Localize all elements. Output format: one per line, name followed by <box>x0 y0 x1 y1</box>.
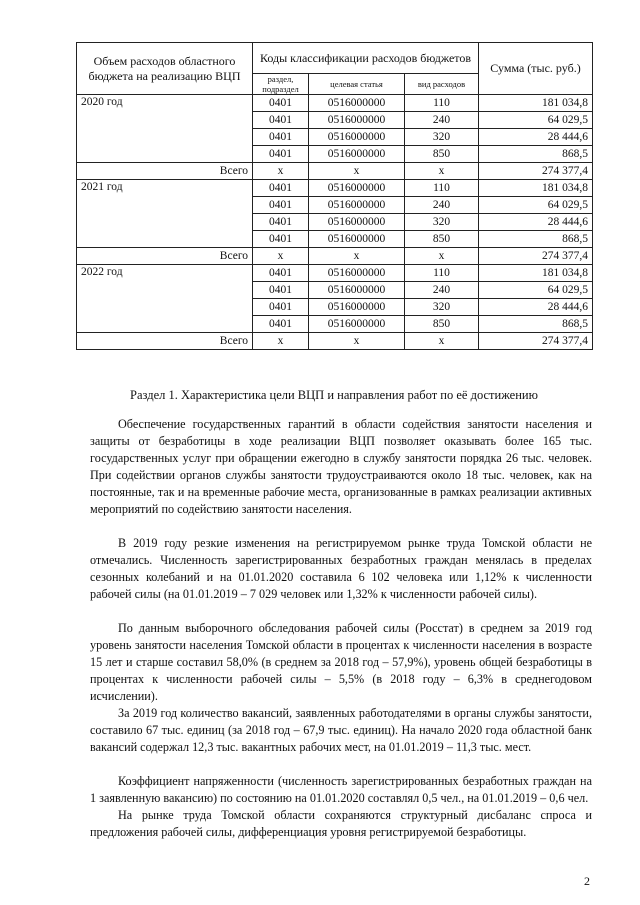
expense-cell: 320 <box>405 299 479 316</box>
budget-table <box>76 42 593 350</box>
total-label: Всего <box>77 248 253 265</box>
expense-cell: 240 <box>405 112 479 129</box>
paragraph-survey: По данным выборочного обследования рабочей силы (Росстат) в среднем за 2019 год уровень занятости населения Томской области в процентах к численности населения в возрасте 15 лет и старше составил 58,0% (в среднем за 2018 год – 57,9%), уровень общей безработицы в процентах к численности рабочей силы – 5,5% (в 2018 году – 6,3% в среднегодовом исчислении). <box>90 621 592 703</box>
expense-cell: 110 <box>405 265 479 282</box>
expense-cell: 110 <box>405 180 479 197</box>
sum-cell: 64 029,5 <box>479 112 593 129</box>
expense-cell: х <box>405 333 479 350</box>
section-cell: 0401 <box>253 282 309 299</box>
paragraph-imbalance: На рынке труда Томской области сохраняются структурный дисбаланс спроса и предложения рабочей силы, дифференциация уровня регистрируемой безработицы. <box>90 808 592 839</box>
sum-cell: 64 029,5 <box>479 282 593 299</box>
sum-cell: 868,5 <box>479 146 593 163</box>
section-cell: 0401 <box>253 95 309 112</box>
target-cell: 0516000000 <box>309 197 405 214</box>
table-row <box>77 265 593 282</box>
expense-cell: 320 <box>405 214 479 231</box>
total-row <box>77 248 593 265</box>
target-cell: 0516000000 <box>309 180 405 197</box>
expense-cell: 850 <box>405 146 479 163</box>
paragraph-guarantees: Обеспечение государственных гарантий в области содействия занятости населения и защиты от безработицы в ходе реализации ВЦП позволяет оказывать более 165 тыс. государственных услуг при обращении ежегодно в службу занятости порядка 26 тыс. человек. При содействии органов службы занятости трудоустраиваются около 18 тыс. человек, как на постоянные, так и на временные рабочие места, организованные в рамках реализации активных мероприятий по содействию занятости населения. <box>90 417 592 516</box>
expense-cell: 850 <box>405 231 479 248</box>
total-sum: 274 377,4 <box>479 248 593 265</box>
section-cell: 0401 <box>253 214 309 231</box>
target-cell: 0516000000 <box>309 282 405 299</box>
paragraph-tension: Коэффициент напряженности (численность зарегистрированных безработных граждан на 1 заявленную вакансию) по состоянию на 01.01.2020 составлял 0,5 чел., на 01.01.2019 – 0,6 чел. <box>90 774 592 805</box>
section-cell: х <box>253 248 309 265</box>
target-cell: х <box>309 163 405 180</box>
header-target: целевая статья <box>309 74 405 95</box>
sum-cell: 64 029,5 <box>479 197 593 214</box>
target-cell: 0516000000 <box>309 231 405 248</box>
page-number: 2 <box>584 874 590 888</box>
target-cell: 0516000000 <box>309 299 405 316</box>
section-cell: 0401 <box>253 180 309 197</box>
total-row <box>77 333 593 350</box>
section-cell: 0401 <box>253 299 309 316</box>
sum-cell: 868,5 <box>479 316 593 333</box>
sum-cell: 868,5 <box>479 231 593 248</box>
year-cell: 2022 год <box>77 265 253 333</box>
section-heading: Раздел 1. Характеристика цели ВЦП и направления работ по её достижению <box>130 388 538 402</box>
target-cell: 0516000000 <box>309 316 405 333</box>
section-cell: 0401 <box>253 112 309 129</box>
section-cell: 0401 <box>253 129 309 146</box>
year-cell: 2021 год <box>77 180 253 248</box>
target-cell: 0516000000 <box>309 95 405 112</box>
section-cell: 0401 <box>253 316 309 333</box>
sum-cell: 181 034,8 <box>479 180 593 197</box>
section-cell: 0401 <box>253 231 309 248</box>
sum-cell: 28 444,6 <box>479 129 593 146</box>
expense-cell: 110 <box>405 95 479 112</box>
header-codes: Коды классификации расходов бюджетов <box>253 43 479 74</box>
target-cell: 0516000000 <box>309 112 405 129</box>
sum-cell: 28 444,6 <box>479 299 593 316</box>
sum-cell: 28 444,6 <box>479 214 593 231</box>
table-row <box>77 95 593 112</box>
target-cell: 0516000000 <box>309 146 405 163</box>
section-cell: 0401 <box>253 146 309 163</box>
header-volume: Объем расходов областного бюджета на реализацию ВЦП <box>77 43 253 95</box>
section-cell: х <box>253 163 309 180</box>
target-cell: х <box>309 333 405 350</box>
year-cell: 2020 год <box>77 95 253 163</box>
sum-cell: 181 034,8 <box>479 95 593 112</box>
target-cell: 0516000000 <box>309 265 405 282</box>
paragraph-vacancies: За 2019 год количество вакансий, заявленных работодателями в органы службы занятости, составило 67 тыс. единиц (за 2018 год – 67,9 тыс. единиц). На начало 2020 года областной банк вакансий содержал 12,3 тыс. вакантных рабочих мест, на 01.01.2019 – 11,3 тыс. мест. <box>90 706 592 754</box>
total-row <box>77 163 593 180</box>
target-cell: х <box>309 248 405 265</box>
header-expense: вид расходов <box>405 74 479 95</box>
section-cell: х <box>253 333 309 350</box>
table-row <box>77 180 593 197</box>
target-cell: 0516000000 <box>309 129 405 146</box>
expense-cell: 240 <box>405 197 479 214</box>
paragraph-2019-changes: В 2019 году резкие изменения на регистрируемом рынке труда Томской области не отмечались. Численность зарегистрированных безработных граждан менялась в пределах сезонных колебаний и на 01.01.2020 составила 6 102 человека или 1,12% к численности рабочей силы (на 01.01.2019 – 7 029 человек или 1,32% к численности рабочей силы). <box>90 536 592 601</box>
section-cell: 0401 <box>253 265 309 282</box>
header-section: раздел, подраздел <box>253 74 309 95</box>
expense-cell: 320 <box>405 129 479 146</box>
header-sum: Сумма (тыс. руб.) <box>479 43 593 95</box>
expense-cell: 850 <box>405 316 479 333</box>
total-sum: 274 377,4 <box>479 163 593 180</box>
total-sum: 274 377,4 <box>479 333 593 350</box>
expense-cell: х <box>405 163 479 180</box>
expense-cell: 240 <box>405 282 479 299</box>
target-cell: 0516000000 <box>309 214 405 231</box>
sum-cell: 181 034,8 <box>479 265 593 282</box>
expense-cell: х <box>405 248 479 265</box>
total-label: Всего <box>77 333 253 350</box>
section-cell: 0401 <box>253 197 309 214</box>
total-label: Всего <box>77 163 253 180</box>
